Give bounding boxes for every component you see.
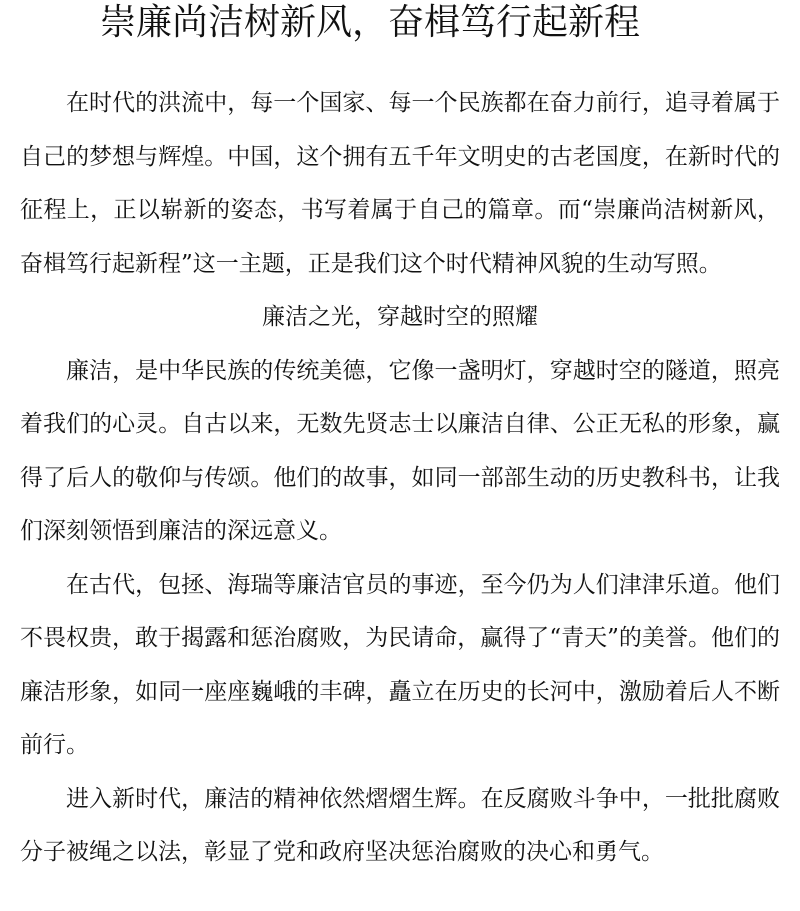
- paragraph-new-era: 进入新时代，廉洁的精神依然熠熠生辉。在反腐败斗争中，一批批腐败分子被绳之以法，彰显了党和政府坚决惩治腐败的决心和勇气。: [20, 785, 780, 865]
- paragraph-tradition: 廉洁，是中华民族的传统美德，它像一盏明灯，穿越时空的隧道，照亮着我们的心灵。自古以来，无数先贤志士以廉洁自律、公正无私的形象，赢得了后人的敬仰与传颂。他们的故事，如同一部部生动的历史教科书，让我们深刻领悟到廉洁的深远意义。: [20, 357, 780, 544]
- section-heading: 廉洁之光，穿越时空的照耀: [262, 304, 538, 330]
- paragraph-intro: 在时代的洪流中，每一个国家、每一个民族都在奋力前行，追寻着属于自己的梦想与辉煌。中国，这个拥有五千年文明史的古老国度，在新时代的征程上，正以崭新的姿态，书写着属于自己的篇章。而“崇廉尚洁树新风，奋楫笃行起新程”这一主题，正是我们这个时代精神风貌的生动写照。: [20, 90, 780, 277]
- paragraph-ancient-officials: 在古代，包拯、海瑞等廉洁官员的事迹，至今仍为人们津津乐道。他们不畏权贵，敢于揭露和惩治腐败，为民请命，赢得了“青天”的美誉。他们的廉洁形象，如同一座座巍峨的丰碑，矗立在历史的长河中，激励着后人不断前行。: [20, 571, 780, 758]
- document-body: [20, 77, 780, 880]
- document-title: 崇廉尚洁树新风，奋楫笃行起新程: [99, 2, 640, 43]
